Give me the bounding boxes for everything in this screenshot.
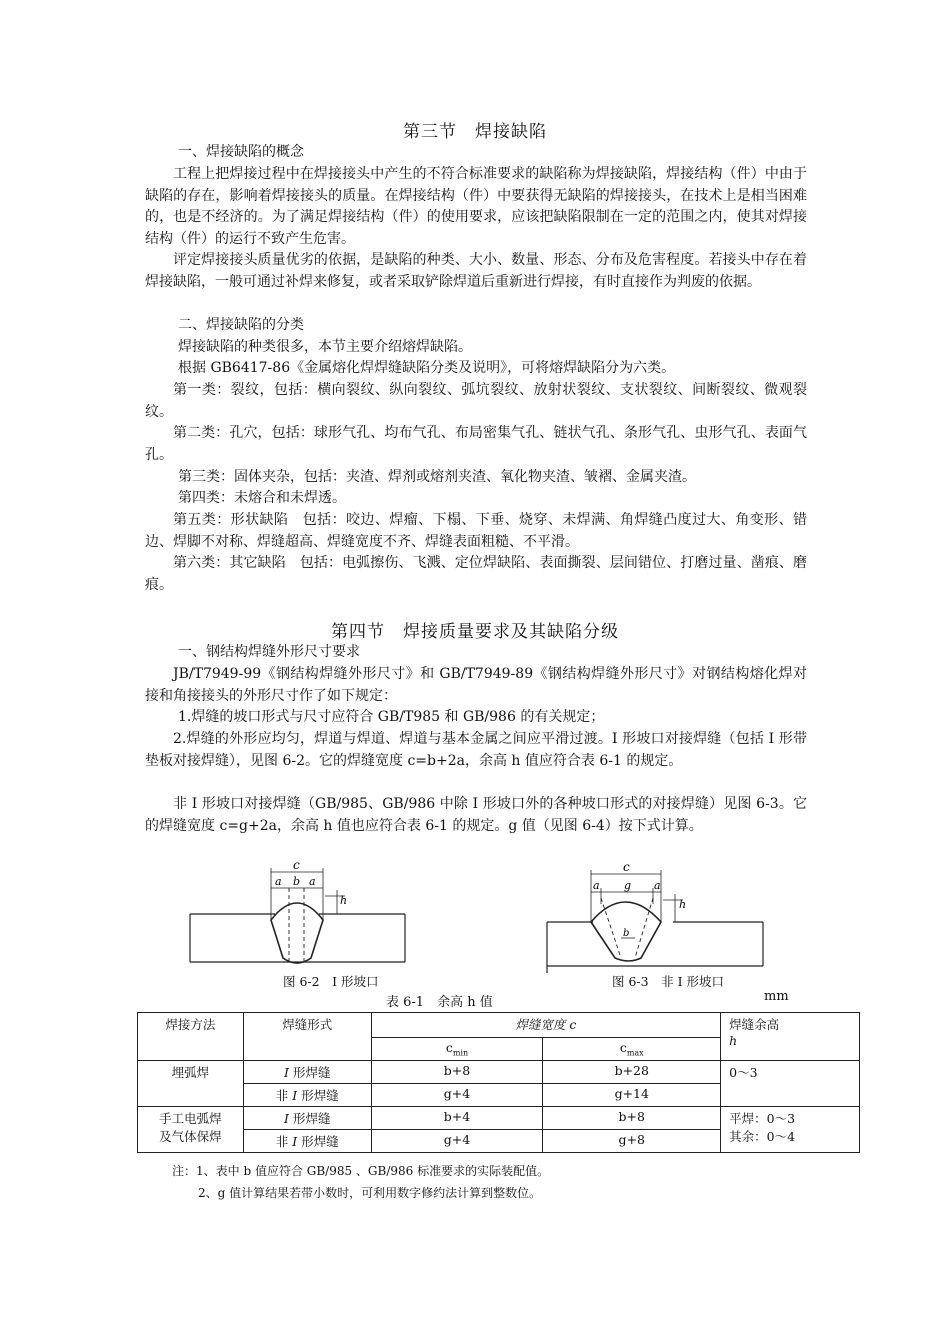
header-weld-width xyxy=(371,1013,721,1038)
fig2-label-h: h xyxy=(679,898,687,911)
row-form xyxy=(243,1061,371,1084)
weld-reinforcement-table xyxy=(137,1012,860,1153)
row-form-prefix: 非 xyxy=(275,1134,293,1149)
defect-class-6: 第六类：其它缺陷 包括：电弧擦伤、飞溅、定位焊缺陷、表面撕裂、层间错位、打磨过量、凿痕、磨痕。 xyxy=(145,555,807,593)
fig2-label-c: c xyxy=(623,860,630,874)
row-height: 0～3 xyxy=(721,1061,860,1107)
section4-paragraph-3: 2.焊缝的外形应均匀，焊道与焊道、焊道与基本金属之间应平滑过渡。I 形坡口对接焊缝（包括 I 形带垫板对接焊缝），见图 6-2。它的焊缝宽度 c=b+2a，余高 h 值应符合表 6-1 的规定。 xyxy=(145,731,807,769)
row-method-manual-arc xyxy=(138,1107,244,1153)
header-weld-form: 焊缝形式 xyxy=(243,1013,371,1061)
section4-paragraph-2: 1.焊缝的坡口形式与尺寸应符合 GB/T985 和 GB/986 的有关规定； xyxy=(178,709,605,725)
row-height-flat: 平焊：0～3 xyxy=(729,1111,796,1126)
table-header-row xyxy=(138,1013,860,1038)
table-row xyxy=(138,1061,860,1084)
figure-6-3-caption: 图 6-3 非 I 形坡口 xyxy=(612,974,724,989)
row-form-suffix: 形焊缝 xyxy=(297,1088,339,1103)
defect-class-5: 第五类：形状缺陷 包括：咬边、焊瘤、下榻、下垂、烧穿、未焊满、角焊缝凸度过大、角变形、错边、焊脚不对称、焊缝超高、焊缝宽度不齐、焊缝表面粗糙、不平滑。 xyxy=(145,512,807,550)
table-note-2: 2、g 值计算结果若带小数时，可利用数字修约法计算到整数位。 xyxy=(198,1186,542,1200)
row-form xyxy=(243,1130,371,1153)
figure-i-groove-diagram xyxy=(185,858,410,973)
table-row xyxy=(138,1107,860,1130)
row-cmax: g+14 xyxy=(543,1084,721,1107)
fig2-label-a-left: a xyxy=(593,879,600,892)
row-form-prefix: 非 xyxy=(275,1088,293,1103)
fig1-label-b: b xyxy=(293,875,301,888)
fig2-label-g: g xyxy=(624,879,632,892)
row-form-suffix: 形焊缝 xyxy=(288,1111,331,1126)
row-cmin: b+4 xyxy=(371,1107,543,1130)
header-weld-height xyxy=(721,1013,860,1061)
fig1-label-a-left: a xyxy=(275,875,282,888)
row-form-i: I xyxy=(292,1088,298,1103)
row-cmin: b+8 xyxy=(371,1061,543,1084)
defect-class-2: 第二类：孔穴，包括：球形气孔、均布气孔、布局密集气孔、链状气孔、条形气孔、虫形气孔、表面气孔。 xyxy=(145,425,807,463)
figure-6-2-caption: 图 6-2 I 形坡口 xyxy=(283,974,379,989)
section4-heading-1: 一、钢结构焊缝外形尺寸要求 xyxy=(178,644,360,660)
fig2-label-a-right: a xyxy=(654,879,661,892)
row-form xyxy=(243,1084,371,1107)
figure-non-i-groove-diagram xyxy=(543,858,768,973)
row-cmax: b+8 xyxy=(543,1107,721,1130)
row-method-line-1: 手工电弧焊 xyxy=(159,1111,222,1126)
row-form-i: I xyxy=(292,1134,298,1149)
row-height xyxy=(721,1107,860,1153)
row-cmax: g+8 xyxy=(543,1130,721,1153)
table-note-1: 注：1、表中 b 值应符合 GB/985 、GB/986 标准要求的实际装配值。 xyxy=(172,1164,550,1178)
table-unit: mm xyxy=(764,989,789,1004)
row-method-line-2: 及气体保焊 xyxy=(159,1129,222,1144)
fig1-label-h: h xyxy=(340,894,348,907)
fig1-label-c: c xyxy=(293,858,300,872)
row-cmax: b+28 xyxy=(543,1061,721,1084)
section4-paragraph-4: 非 I 形坡口对接焊缝（GB/985、GB/986 中除 I 形坡口外的各种坡口形式的对接焊缝）见图 6-3。它的焊缝宽度 c=g+2a，余高 h 值也应符合表 6-1 的规定。g 值（见图 6-4）按下式计算。 xyxy=(145,796,807,834)
header-cmin-sub: min xyxy=(452,1048,469,1058)
row-form xyxy=(243,1107,371,1130)
row-cmin: g+4 xyxy=(371,1084,543,1107)
section3-heading-2: 二、焊接缺陷的分类 xyxy=(178,317,304,333)
defect-class-1: 第一类：裂纹，包括：横向裂纹、纵向裂纹、弧坑裂纹、放射状裂纹、支状裂纹、间断裂纹、微观裂纹。 xyxy=(145,382,807,420)
header-weld-width-text: 焊缝宽度 c xyxy=(515,1017,577,1032)
header-cmax xyxy=(543,1038,721,1061)
header-cmax-c: c xyxy=(619,1040,627,1055)
section3-paragraph-1: 工程上把焊接过程中在焊接接头中产生的不符合标准要求的缺陷称为焊接缺陷，焊接结构（件）中由于缺陷的存在，影响着焊接接头的质量。在焊接结构（件）中要获得无缺陷的焊接接头，在技术上是相当困难的，也是不经济的。为了满足焊接结构（件）的使用要求，应该把缺陷限制在一定的范围之内，使其对焊接结构（件）的运行不致产生危害。 xyxy=(145,166,807,247)
table-caption: 表 6-1 余高 h 值 xyxy=(386,995,493,1010)
header-cmax-sub: max xyxy=(626,1048,644,1058)
section4-title: 第四节 焊接质量要求及其缺陷分级 xyxy=(331,622,619,642)
section3-title: 第三节 焊接缺陷 xyxy=(403,122,547,142)
section4-paragraph-1: JB/T7949-99《钢结构焊缝外形尺寸》和 GB/T7949-89《钢结构焊缝外形尺寸》对钢结构熔化焊对接和角接接头的外形尺寸作了如下规定： xyxy=(145,666,807,704)
header-weld-height-text: 焊缝余高 xyxy=(729,1017,780,1032)
section3-heading-1: 一、焊接缺陷的概念 xyxy=(178,144,304,160)
row-method-submerged-arc: 埋弧焊 xyxy=(138,1061,244,1107)
header-weld-method: 焊接方法 xyxy=(138,1013,244,1061)
section3-paragraph-2: 评定焊接接头质量优劣的依据，是缺陷的种类、大小、数量、形态、分布及危害程度。若接头中存在着焊接缺陷，一般可通过补焊来修复，或者采取铲除焊道后重新进行焊接，有时直接作为判废的依据。 xyxy=(145,252,807,290)
row-height-other: 其余：0～4 xyxy=(729,1129,796,1144)
row-form-i: I xyxy=(284,1065,289,1080)
fig2-label-b: b xyxy=(623,928,630,939)
row-form-i: I xyxy=(284,1111,289,1126)
header-cmin xyxy=(371,1038,543,1061)
header-cmin-c: c xyxy=(445,1040,453,1055)
defect-class-4: 第四类：未熔合和未焊透。 xyxy=(178,490,346,506)
section3-paragraph-4: 根据 GB6417-86《金属熔化焊焊缝缺陷分类及说明》，可将熔焊缺陷分为六类。 xyxy=(178,360,676,376)
row-cmin: g+4 xyxy=(371,1130,543,1153)
row-form-suffix: 形焊缝 xyxy=(288,1065,331,1080)
row-form-suffix: 形焊缝 xyxy=(297,1134,339,1149)
section3-paragraph-3: 焊接缺陷的种类很多，本节主要介绍熔焊缺陷。 xyxy=(178,339,472,355)
fig1-label-a-right: a xyxy=(309,875,316,888)
header-weld-height-symbol: h xyxy=(729,1033,738,1048)
defect-class-3: 第三类：固体夹杂，包括：夹渣、焊剂或熔剂夹渣、氧化物夹渣、皱褶、金属夹渣。 xyxy=(178,469,696,485)
